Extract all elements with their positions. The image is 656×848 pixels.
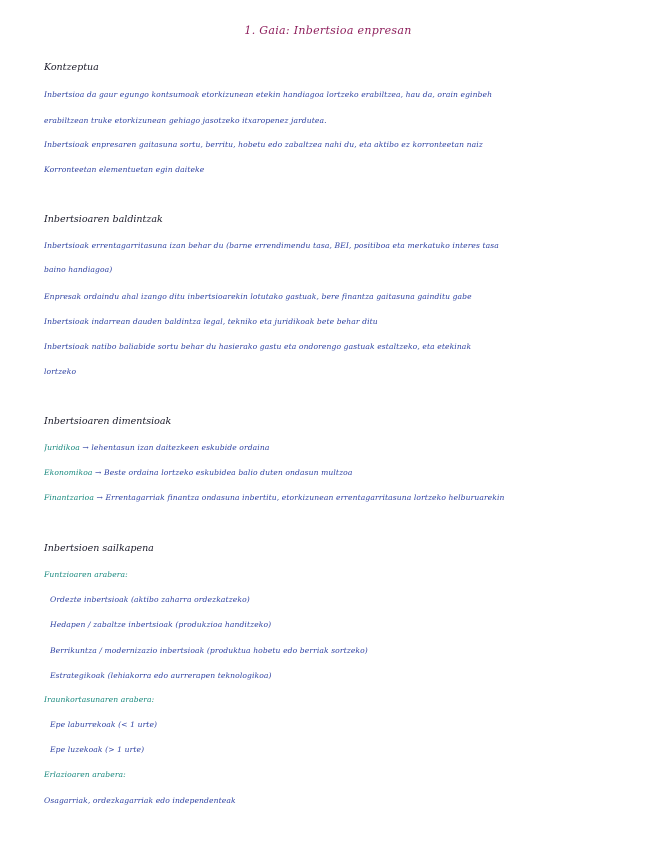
section-heading-sailkapena: Inbertsioen sailkapena: [44, 543, 154, 554]
text-line: lortzeko: [44, 367, 77, 376]
text-line: Inbertsioak indarrean dauden baldintza legal, tekniko eta juridikoak bete behar ditu: [44, 317, 378, 326]
list-item: Osagarriak, ordezkagarriak edo independenteak: [44, 796, 236, 805]
subheading: Funtzioaren arabera:: [44, 570, 128, 579]
list-item: Estrategikoak (lehiakorra edo aurrerapen teknologikoa): [50, 671, 272, 680]
text-line: Korronteetan elementuetan egin daiteke: [44, 165, 205, 174]
dimension-key: Ekonomikoa: [44, 468, 93, 477]
text-line: Inbertsioak enpresaren gaitasuna sortu, berritu, hobetu edo zabaltzea nahi du, eta aktibo ez korronteetan naiz: [44, 140, 483, 149]
dimension-key: Juridikoa: [44, 443, 80, 452]
list-item: Berrikuntza / modernizazio inbertsioak (produktua hobetu edo berriak sortzeko): [50, 646, 368, 655]
text-line: Inbertsioak errentagarritasuna izan behar du (barne errendimendu tasa, BEI, positiboa eta merkatuko interes tasa: [44, 241, 499, 250]
dimension-text: → Beste ordaina lortzeko eskubidea balio duten ondasun multzoa: [95, 468, 353, 477]
dimension-text: → lehentasun izan daitezkeen eskubide ordaina: [82, 443, 270, 452]
list-item: Hedapen / zabaltze inbertsioak (produkzioa handitzeko): [50, 620, 272, 629]
section-heading-dimentsioak: Inbertsioaren dimentsioak: [44, 416, 172, 427]
list-item: Epe laburrekoak (< 1 urte): [50, 720, 158, 729]
page-title: 1. Gaia: Inbertsioa enpresan: [244, 24, 412, 37]
subheading: Erlazioaren arabera:: [44, 770, 126, 779]
list-item: Ordezte inbertsioak (aktibo zaharra ordezkatzeko): [50, 595, 250, 604]
dimension-line: [44, 493, 614, 502]
text-line: Inbertsioak natibo baliabide sortu behar du hasierako gastu eta ondorengo gastuak estaltzeko, eta etekinak: [44, 342, 472, 351]
text-line: Inbertsioa da gaur egungo kontsumoak etorkizunean etekin handiagoa lortzeko erabiltzea, hau da, orain eginbeh: [44, 90, 493, 99]
list-item: Epe luzekoak (> 1 urte): [50, 745, 145, 754]
dimension-line: [44, 468, 614, 477]
text-line: Enpresak ordaindu ahal izango ditu inbertsioarekin lotutako gastuak, bere finantza gaitasuna gainditu gabe: [44, 292, 472, 301]
dimension-text: → Errentagarriak finantza ondasuna inbertitu, etorkizunean errentagarritasuna lortzeko helburuarekin: [96, 493, 505, 502]
section-heading-kontzeptua: Kontzeptua: [44, 62, 99, 73]
text-line: baino handiagoa): [44, 265, 113, 274]
section-heading-baldintzak: Inbertsioaren baldintzak: [44, 214, 163, 225]
dimension-line: [44, 443, 614, 452]
subheading: Iraunkortasunaren arabera:: [44, 695, 155, 704]
dimension-key: Finantzarioa: [44, 493, 94, 502]
text-line: erabiltzean truke etorkizunean gehiago jasotzeko itxaropenez jardutea.: [44, 116, 327, 125]
